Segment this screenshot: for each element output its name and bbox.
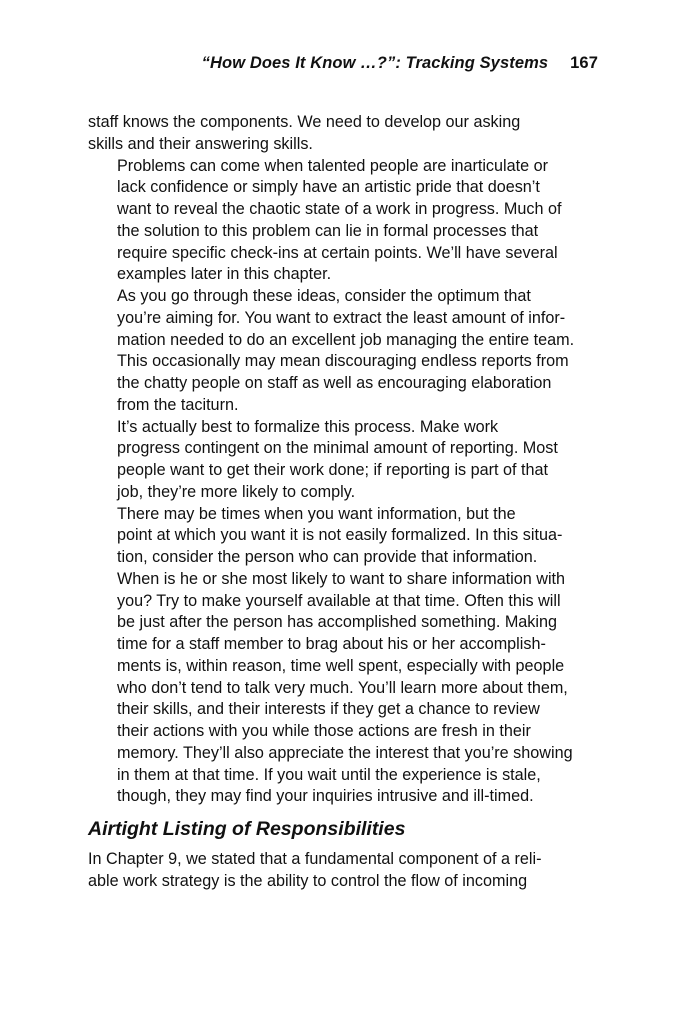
text-line: This occasionally may mean discouraging endless reports from — [117, 352, 569, 371]
text-line: It’s actually best to formalize this process. Make work — [117, 417, 499, 436]
text-line: lack confidence or simply have an artistic pride that doesn’t — [117, 178, 540, 197]
text-line: though, they may find your inquiries intrusive and ill-timed. — [117, 787, 534, 806]
text-line: ments is, within reason, time well spent, especially with people — [117, 656, 565, 675]
paragraph-4 — [88, 417, 598, 504]
page-number: 167 — [570, 54, 598, 72]
text-line: mation needed to do an excellent job managing the entire team. — [117, 330, 575, 349]
text-line: tion, consider the person who can provide that information. — [117, 548, 538, 566]
text-line: As you go through these ideas, consider the optimum that — [117, 287, 531, 305]
running-head — [202, 54, 598, 73]
text-line: There may be times when you want information, but the — [117, 504, 516, 523]
running-head-title: “How Does It Know …?”: Tracking Systems — [201, 54, 549, 72]
text-line: be just after the person has accomplished something. Making — [117, 613, 558, 632]
text-line: the chatty people on staff as well as encouraging elaboration — [117, 374, 552, 392]
text-line: progress contingent on the minimal amount of reporting. Most — [117, 439, 558, 458]
body-text — [88, 112, 598, 893]
section-heading: Airtight Listing of Responsibilities — [88, 818, 406, 840]
text-line: their skills, and their interests if they get a chance to review — [117, 700, 540, 719]
text-line: skills and their answering skills. — [88, 134, 313, 153]
text-line: in them at that time. If you wait until the experience is stale, — [117, 765, 541, 784]
text-line: you? Try to make yourself available at that time. Often this will — [117, 591, 561, 610]
text-line: staff knows the components. We need to develop our asking — [88, 113, 521, 131]
paragraph-5 — [88, 504, 598, 809]
text-line: people want to get their work done; if reporting is part of that — [117, 461, 549, 479]
text-line: When is he or she most likely to want to share information with — [117, 569, 566, 588]
text-line: In Chapter 9, we stated that a fundamental component of a reli- — [88, 850, 542, 868]
paragraph-2 — [88, 156, 598, 287]
text-line: examples later in this chapter. — [117, 265, 332, 284]
text-line: the solution to this problem can lie in formal processes that — [117, 221, 539, 240]
text-line: you’re aiming for. You want to extract the least amount of infor- — [117, 308, 566, 327]
text-line: able work strategy is the ability to control the flow of incoming — [88, 871, 528, 890]
text-line: time for a staff member to brag about his or her accomplish- — [117, 635, 546, 653]
section-paragraph — [88, 849, 598, 893]
text-line: require specific check-ins at certain points. We’ll have several — [117, 243, 558, 262]
text-line: who don’t tend to talk very much. You’ll learn more about them, — [117, 678, 568, 697]
text-line: job, they’re more likely to comply. — [117, 482, 356, 501]
paragraph-1 — [88, 112, 598, 156]
paragraph-3 — [88, 286, 598, 417]
text-line: memory. They’ll also appreciate the interest that you’re showing — [117, 743, 573, 762]
text-line: their actions with you while those actions are fresh in their — [117, 722, 531, 740]
text-line: want to reveal the chaotic state of a work in progress. Much of — [117, 200, 562, 218]
text-line: from the taciturn. — [117, 395, 239, 414]
text-line: Problems can come when talented people are inarticulate or — [117, 156, 549, 175]
text-line: point at which you want it is not easily formalized. In this situa- — [117, 526, 563, 545]
book-page — [88, 0, 598, 1024]
